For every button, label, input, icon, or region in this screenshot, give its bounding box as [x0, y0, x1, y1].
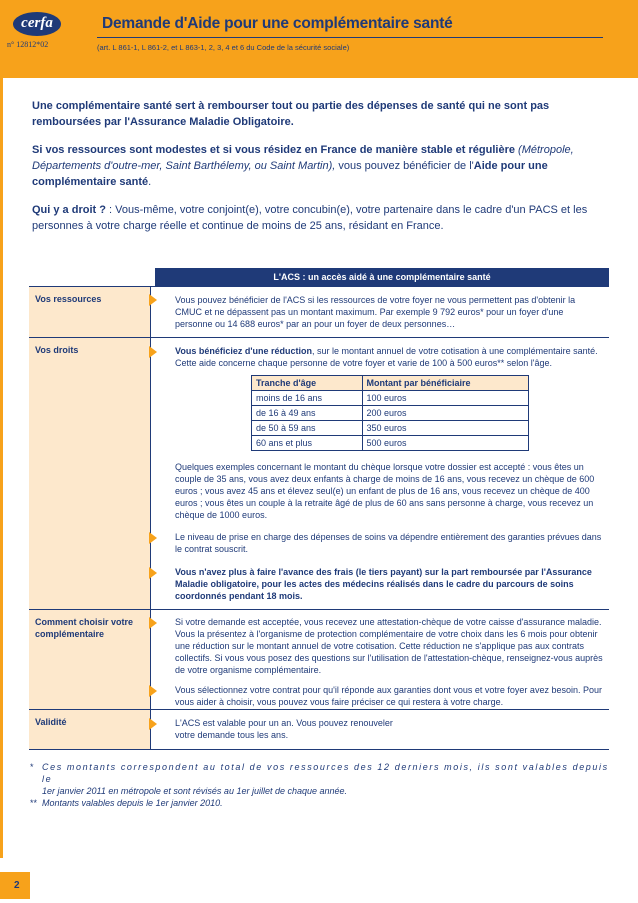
- intro-p3-bold: Qui y a droit ?: [32, 204, 106, 216]
- legal-reference: (art. L 861-1, L 861-2, et L 863-1, 2, 3, 4 et 6 du Code de la sécurité sociale): [97, 43, 350, 52]
- page-number: 2: [0, 872, 30, 899]
- table-cell: de 50 à 59 ans: [252, 421, 363, 436]
- droits-tiers-payant: Vous n'avez plus à faire l'avance des frais (le tiers payant) sur la part remboursée par l'Assurance Maladie obligatoire, pour les actes des médecins réalisés dans le cadre du parcours de soins coordonnés pendant 18 mois.: [175, 567, 592, 601]
- table-row: [252, 421, 529, 436]
- label-validite: Validité: [35, 717, 67, 727]
- title-divider: [97, 37, 603, 38]
- arrow-icon: [149, 346, 157, 358]
- table-header-cell: Tranche d'âge: [252, 376, 363, 391]
- label-droits: Vos droits: [35, 345, 79, 355]
- arrow-icon: [149, 567, 157, 579]
- intro-p2-italic: (Métropole, Départements d'outre-mer, Saint Barthélemy, ou Saint Martin),: [32, 144, 574, 172]
- table-header-row: [252, 376, 529, 391]
- validite-text: L'ACS est valable pour un an. Vous pouvez renouveler votre demande tous les ans.: [175, 718, 393, 740]
- intro-text-1: Une complémentaire santé sert à rembourser tout ou partie des dépenses de santé qui ne sont pas remboursées par l'Assurance Maladie Obligatoire.: [32, 100, 550, 128]
- footnote-2: [30, 797, 610, 809]
- label-ressources: Vos ressources: [35, 294, 102, 304]
- header-band: [0, 0, 638, 78]
- droits-intro: [175, 345, 603, 369]
- footnote-1: [30, 761, 610, 797]
- footnote-mark: **: [30, 798, 38, 808]
- table-row: [252, 436, 529, 451]
- footnote-1-text-2: 1er janvier 2011 en métropole et sont révisés au 1er juillet de chaque année.: [42, 786, 348, 796]
- arrow-icon: [149, 685, 157, 697]
- table-cell: moins de 16 ans: [252, 391, 363, 406]
- choisir-text-2: Vous sélectionnez votre contrat pour qu'il réponde aux garanties dont vous et votre foyer avez besoin. Pour vous aider à choisir, vous pouvez vous faire préciser ce qui restera à votre charge.: [175, 685, 602, 707]
- table-cell: 350 euros: [362, 421, 528, 436]
- intro-paragraph-3: [32, 202, 612, 234]
- footnote-mark: *: [30, 762, 34, 772]
- cerfa-logo: cerfa: [13, 12, 61, 36]
- form-number: n° 12812*02: [7, 40, 49, 49]
- table-row: [252, 391, 529, 406]
- table-cell: 200 euros: [362, 406, 528, 421]
- intro-p2-bold2: Aide pour une complémentaire santé: [32, 160, 548, 188]
- intro-paragraph-2: Si vos ressources sont modestes et si vous résidez en France de manière stable et régulière (Métropole, Départements d'outre-mer, Saint Barthélemy, ou Saint Martin), vous pouvez bénéficier de l'Aide pour une complémentaire santé.: [32, 144, 574, 188]
- intro-paragraph-1: [32, 98, 612, 130]
- table-cell: 500 euros: [362, 436, 528, 451]
- row-label-cell: [29, 710, 151, 749]
- ressources-text: Vous pouvez bénéficier de l'ACS si les ressources de votre foyer ne vous permettent pas d'obtenir la CMUC et ne dépassent pas un montant maximum. Par exemple 9 792 euros* pour un foyer d'une personne ou 14 688 euros* par an pour un foyer de deux personnes…: [175, 295, 576, 329]
- footnotes: [30, 761, 610, 809]
- arrow-icon: [149, 718, 157, 730]
- age-amount-table: [251, 375, 529, 451]
- footnote-1-text: Ces montants correspondent au total de vos ressources des 12 derniers mois, ils sont valables depuis le: [42, 762, 609, 784]
- droits-intro-bold: Vous bénéficiez d'une réduction: [175, 346, 312, 356]
- droits-intro-rest: , sur le montant annuel de votre cotisation à une complémentaire santé. Cette aide concerne chaque personne de votre foyer et varie de 100 à 500 euros** selon l'âge.: [175, 346, 598, 368]
- arrow-icon: [149, 617, 157, 629]
- droits-examples: Quelques exemples concernant le montant du chèque lorsque votre dossier est accepté : vous êtes un couple de 35 ans, vous avez deux enfants à charge de moins de 16 ans, vous recevez un chèque de 600 euros ; vous avez 45 ans et élevez seul(e) un enfant de plus de 16 ans, vous recevez un chèque de 400 euros ; vous êtes un couple à la retraite âgé de plus de 60 ans sans personne à charge, vous recevez un chèque de 1000 euros.: [175, 462, 595, 520]
- choisir-text-1: Si votre demande est acceptée, vous recevez une attestation-chèque de votre caisse d'assurance maladie. Vous la présentez à l'organisme de protection complémentaire de votre choix dans les 6 mois pour obtenir une réduction sur le montant annuel de votre cotisation. Cette réduction ne s'applique pas aux contrats collectifs. Si vous vous posez des questions sur l'utilisation de l'attestation-chèque, renseignez-vous auprès de votre organisme complémentaire.: [175, 617, 603, 675]
- row-label-cell: [29, 338, 151, 609]
- acs-box-header: L'ACS : un accès aidé à une complémentaire santé: [155, 268, 609, 286]
- intro-p3-rest: : Vous-même, votre conjoint(e), votre concubin(e), votre partenaire dans le cadre d'un PACS et les personnes à votre charge réelle et continue de moins de 25 ans, résidant en France.: [32, 204, 588, 232]
- row-label-cell: [29, 287, 151, 337]
- table-cell: 60 ans et plus: [252, 436, 363, 451]
- table-cell: de 16 à 49 ans: [252, 406, 363, 421]
- label-choisir: Comment choisir votre complémentaire: [35, 617, 134, 639]
- intro-p2-rest: vous pouvez bénéficier de l': [335, 160, 474, 172]
- table-row: [252, 406, 529, 421]
- droits-niveau: Le niveau de prise en charge des dépenses de soins va dépendre entièrement des garanties prévues dans le contrat souscrit.: [175, 532, 602, 554]
- table-cell: 100 euros: [362, 391, 528, 406]
- footnote-2-text: Montants valables depuis le 1er janvier 2010.: [42, 798, 223, 808]
- intro-p2-bold: Si vos ressources sont modestes et si vous résidez en France de manière stable et régulière: [32, 144, 515, 156]
- row-label-cell: [29, 610, 151, 709]
- arrow-icon: [149, 294, 157, 306]
- table-header-cell: Montant par bénéficiaire: [362, 376, 528, 391]
- side-bar: [0, 78, 3, 858]
- page-title: Demande d'Aide pour une complémentaire santé: [102, 15, 453, 32]
- arrow-icon: [149, 532, 157, 544]
